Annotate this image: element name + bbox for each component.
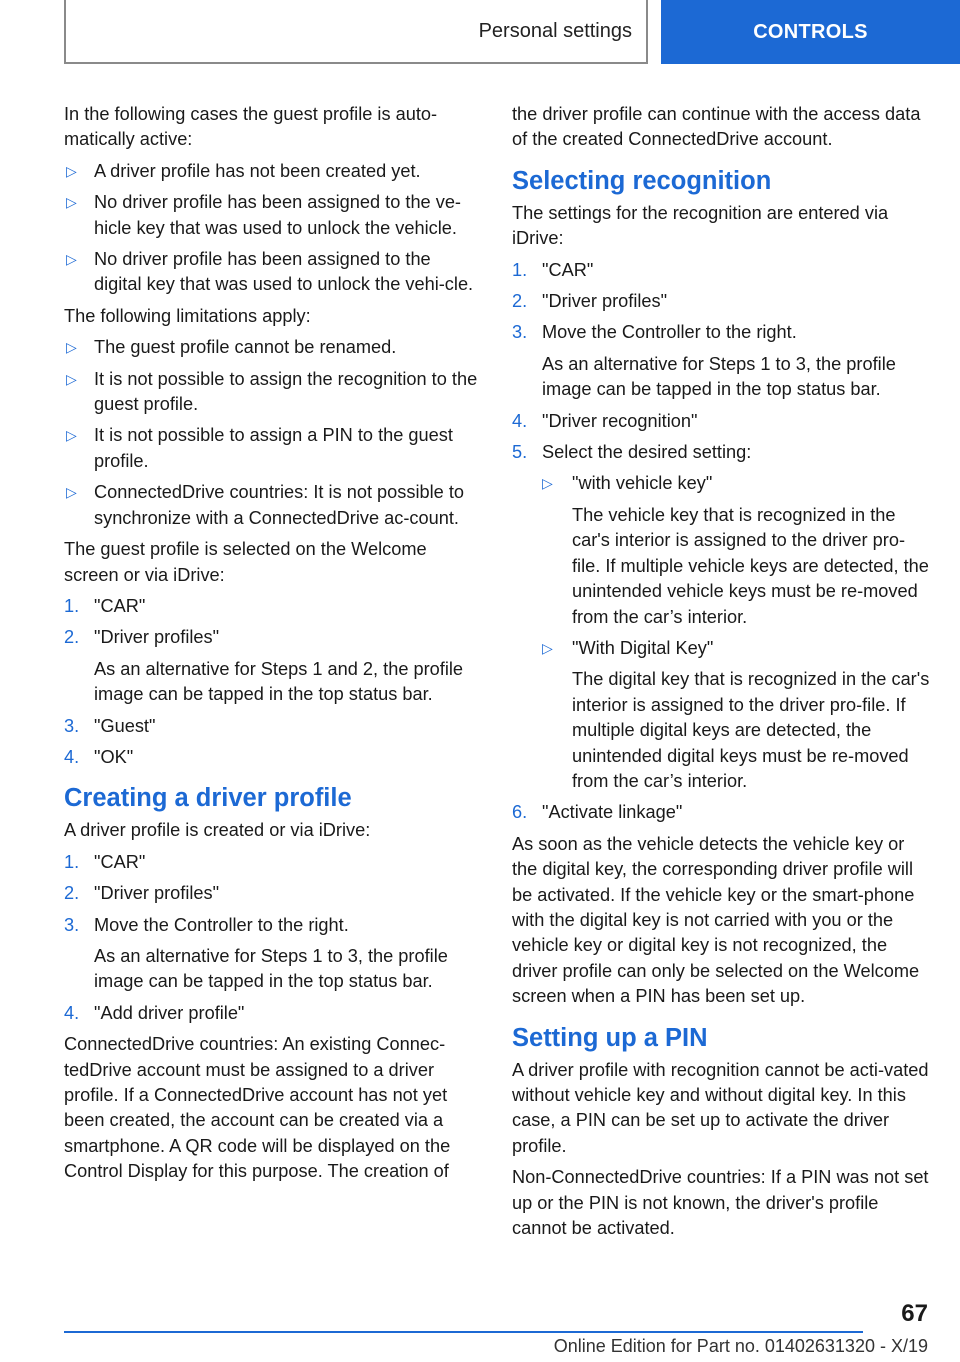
step-note: As an alternative for Steps 1 and 2, the profile image can be tapped in the top status bar. [94,658,464,705]
paragraph: As soon as the vehicle detects the vehicle key or the digital key, the corresponding driver profile will be activated. If the vehicle key or the smart-phone with the digital key is not carried with you or the vehicle key or digital key is not recognized, the driver profile can only be selected on the Welcome screen when a PIN has been set up. [512,833,920,1007]
list-item [64,367,480,418]
step-text: "Add driver profile" [94,1002,245,1023]
step-number: 3. [64,914,80,935]
section-heading: Setting up a PIN [512,1023,708,1052]
step-number: 2. [64,627,80,648]
paragraph: The following limitations apply: [64,305,311,326]
paragraph: ConnectedDrive countries: An existing Connec-tedDrive account must be assigned to a driver profile. If a ConnectedDrive account has not yet been created, the account can be created via a smartphone. A QR code will be displayed on the Control Display for this purpose. The creation of [64,1034,451,1182]
page-number: 67 [901,1300,928,1327]
list-item-text: "with vehicle key" [572,473,713,494]
list-item-text: No driver profile has been assigned to the digital key that was used to unlock the vehi-cle. [94,249,474,295]
sub-bullet-list [542,471,932,794]
step-number: 4. [64,1002,80,1023]
step-text: "CAR" [94,851,146,872]
paragraph: The guest profile is selected on the Welcome screen or via iDrive: [64,539,427,585]
step-text: "OK" [94,746,134,767]
section-title: Personal settings [478,19,632,42]
paragraph: the driver profile can continue with the access data of the created ConnectedDrive account. [512,104,921,150]
list-item [542,636,932,794]
step-item [64,625,480,707]
step-number: 6. [512,802,528,823]
list-item [64,423,480,474]
step-list [64,594,480,770]
right-column [512,102,932,1247]
step-item [512,440,932,794]
step-note: As an alternative for Steps 1 to 3, the profile image can be tapped in the top status bar. [94,945,448,992]
running-header-chapter [661,0,960,64]
step-number: 1. [512,259,528,280]
step-text: "Driver profiles" [94,883,220,904]
list-item-text: The guest profile cannot be renamed. [94,337,397,358]
step-list [512,258,932,826]
chapter-title: CONTROLS [753,20,868,43]
paragraph: Non-ConnectedDrive countries: If a PIN was not set up or the PIN is not known, the driver's profile cannot be activated. [512,1167,929,1239]
triangle-bullet-icon: ▷ [66,194,77,211]
step-item [512,289,932,314]
step-item [64,745,480,770]
list-item-text: No driver profile has been assigned to the ve-hicle key that was used to unlock the vehicle. [94,192,461,238]
list-item-text: It is not possible to assign the recognition to the guest profile. [94,368,478,415]
section-heading: Selecting recognition [512,166,772,195]
step-number: 1. [64,851,80,872]
step-text: "Driver recognition" [542,410,698,431]
footer-rule [64,1331,863,1333]
step-item [64,850,480,875]
left-column [64,102,480,1191]
triangle-bullet-icon: ▷ [66,162,77,179]
step-number: 2. [64,883,80,904]
step-list [64,850,480,1026]
step-number: 4. [64,746,80,767]
step-number: 3. [64,715,80,736]
step-number: 5. [512,442,528,463]
bullet-list [64,335,480,531]
step-text: "Activate linkage" [542,802,683,823]
running-header-section [64,0,648,64]
bullet-list [64,159,480,298]
list-item-text: "With Digital Key" [572,637,714,658]
step-number: 1. [64,595,80,616]
paragraph: The settings for the recognition are entered via iDrive: [512,202,889,249]
step-item [512,258,932,283]
step-item [64,594,480,619]
triangle-bullet-icon: ▷ [66,484,77,501]
list-item-note: The vehicle key that is recognized in the car's interior is assigned to the driver pro-file. If multiple vehicle keys are detected, the unintended vehicle keys must be re-moved from the car’s interior. [572,504,929,627]
step-item [64,881,480,906]
step-item [512,409,932,434]
step-text: Move the Controller to the right. [94,914,349,935]
triangle-bullet-icon: ▷ [66,251,77,268]
triangle-bullet-icon: ▷ [66,339,77,356]
step-number: 3. [512,322,528,343]
list-item-note: The digital key that is recognized in the car's interior is assigned to the driver pro-file. If multiple digital keys are detected, the unintended digital keys must be re-moved from the car’s interior. [572,669,930,791]
section-heading: Creating a driver profile [64,784,352,813]
list-item [64,480,480,531]
paragraph: A driver profile is created or via iDrive: [64,820,371,841]
triangle-bullet-icon: ▷ [542,475,553,492]
step-text: "CAR" [94,595,146,616]
step-text: "CAR" [542,259,594,280]
step-text: Move the Controller to the right. [542,322,797,343]
paragraph: A driver profile with recognition cannot be acti-vated without vehicle key and without digital key. In this case, a PIN can be set up to activate the driver profile. [512,1059,929,1156]
list-item [542,471,932,629]
step-number: 4. [512,410,528,431]
paragraph: In the following cases the guest profile is auto-matically active: [64,104,438,150]
step-text: "Guest" [94,715,156,736]
footer-text: Online Edition for Part no. 01402631320 - X/19 [553,1336,928,1356]
list-item-text: It is not possible to assign a PIN to the guest profile. [94,425,453,471]
step-text: "Driver profiles" [94,627,220,648]
step-item [64,913,480,995]
step-text: Select the desired setting: [542,442,752,463]
list-item-text: ConnectedDrive countries: It is not possible to synchronize with a ConnectedDrive ac-count. [94,482,465,528]
list-item [64,159,480,184]
list-item [64,335,480,360]
triangle-bullet-icon: ▷ [542,639,553,656]
step-item [512,320,932,402]
step-item [64,714,480,739]
step-note: As an alternative for Steps 1 to 3, the profile image can be tapped in the top status bar. [542,353,896,400]
list-item-text: A driver profile has not been created yet. [94,160,421,181]
step-item [64,1001,480,1026]
list-item [64,247,480,298]
triangle-bullet-icon: ▷ [66,370,77,387]
step-text: "Driver profiles" [542,291,668,312]
step-number: 2. [512,291,528,312]
step-item [512,800,932,825]
list-item [64,190,480,241]
triangle-bullet-icon: ▷ [66,427,77,444]
